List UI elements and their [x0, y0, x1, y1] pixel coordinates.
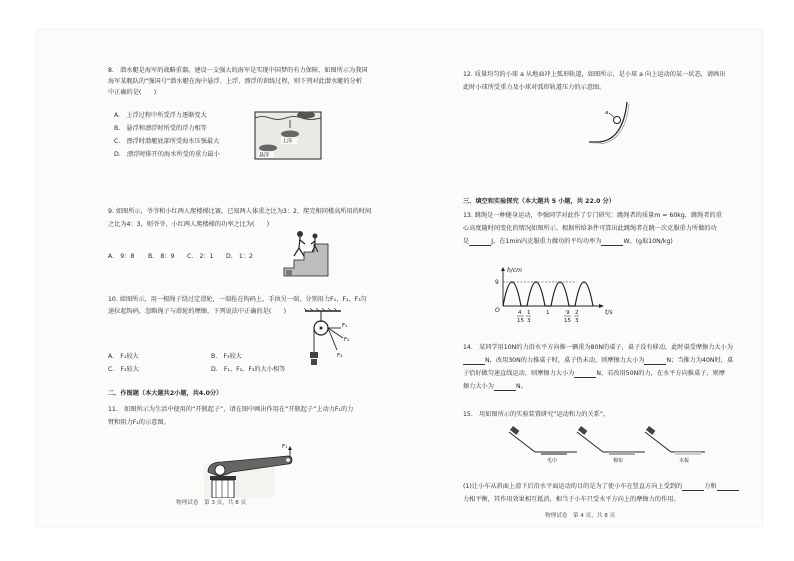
- q13-text-a: 是: [463, 238, 470, 245]
- pulley-figure: [301, 308, 361, 378]
- graph-y-label: h/cm: [507, 267, 522, 274]
- q9-line1: 9. 如图所示，爷爷和小红两人爬楼梯比赛，已知两人体重之比为3：2，爬完相同楼高所用的时间: [108, 208, 372, 215]
- q15-line3: 力相平衡，其作用效果相互抵消，相当于小车只受水平方向上的摩擦力的作用。: [463, 496, 680, 503]
- tick-1-3-den: 3: [527, 318, 531, 324]
- q11-line2: 臂和阻力F₂的示意图。: [108, 419, 170, 426]
- q13-blank-work[interactable]: [469, 239, 491, 246]
- tick-1-3-num: 1: [527, 310, 531, 316]
- label-f3: F₃: [337, 353, 343, 359]
- q14-text-4a: 擦力大小为: [463, 383, 494, 390]
- q9-option-d: D. 1：2: [226, 253, 253, 260]
- label-float-up: 上浮: [282, 138, 293, 145]
- q10-line1: 10. 如图所示，用一根绳子绕过定滑轮，一端拴在钩码上，手执另一端，分别用力F₁、F₂、F₃匀: [108, 296, 367, 303]
- q8-option-c: C. 漂浮时潜艇底部所受海水压强最大: [114, 138, 220, 145]
- q14-line4: [463, 382, 527, 391]
- graph-origin: O: [495, 307, 500, 314]
- label-board: 木板: [679, 458, 690, 464]
- q13-text-b: J，在1min内克服重力做功的平均功率为: [491, 238, 602, 245]
- submarine-figure: [254, 106, 322, 160]
- q14-blank-4[interactable]: [494, 384, 516, 391]
- label-suspend: 悬浮: [259, 152, 270, 159]
- page-4: [399, 30, 762, 526]
- q11-line1: 11. 如图所示为生活中使用的“开瓶起子”，请在图中画出作用在“开瓶起子”上动力F₁的力: [108, 406, 354, 413]
- q15-blank-2[interactable]: [717, 484, 739, 491]
- q15-text-2b: 力和: [704, 483, 717, 490]
- q8-option-d: D. 漂浮时排开的海水所受的重力最小: [114, 151, 220, 158]
- label-f2: F₂: [344, 337, 350, 343]
- label-ball-a: a: [605, 110, 609, 116]
- q10-option-c: C. F₂较大: [108, 366, 139, 373]
- footer-page-4: 物理试卷 第 4 页，共 8 页: [545, 513, 616, 519]
- page-3: [36, 30, 399, 526]
- exam-sheet: [36, 30, 762, 526]
- label-cotton: 棉布: [613, 458, 624, 464]
- q13-line1: 13. 跳绳是一种健身运动，李强同学对此作了专门研究：跳绳者的质量m = 60kg，跳绳者的重: [463, 212, 722, 219]
- q9-line2: 之比为4：3，则爷爷、小红两人爬楼梯的功率之比为( ): [108, 221, 270, 228]
- q14-text-3b: N，若改用50N的力，在水平方向推桌子，则摩: [596, 370, 725, 377]
- q15-blank-1[interactable]: [682, 484, 704, 491]
- q13-text-c: W。(g取10N/kg): [623, 238, 673, 245]
- label-f1: F₁: [342, 323, 348, 329]
- incline-board: [645, 426, 705, 464]
- q10-line2: 速拉起钩码，忽略绳子与滑轮的摩擦，下列说法中正确的是( ): [108, 308, 287, 315]
- footer-page-3: 物理试卷 第 3 页，共 8 页: [176, 500, 247, 506]
- bottle-opener-figure: [204, 442, 304, 498]
- ball-track-figure: [587, 94, 633, 144]
- q9-option-a: A. 9：8: [108, 253, 135, 260]
- graph-x-ticks: [517, 310, 579, 324]
- tick-2-3-den: 3: [575, 318, 579, 324]
- q14-blank-2[interactable]: [644, 358, 666, 365]
- q8-option-a: A. 上浮过程中所受浮力逐渐变大: [114, 112, 207, 119]
- section-2-heading: 二、作图题（本大题共2小题，共4.0分）: [108, 390, 223, 397]
- stair-climbing-figure: [282, 226, 330, 278]
- graph-y-tick: 9: [495, 279, 499, 286]
- q8-line2: 海军某舰队的“强国号”潜水艇在海中悬浮、上浮、漂浮的训练过程，则下列对此潜水艇的分析: [108, 78, 362, 85]
- q13-line3: [463, 237, 673, 246]
- q9-option-b: B. 8：9: [148, 253, 175, 260]
- q10-option-a: A. F₁较大: [108, 353, 139, 360]
- tick-4-15-num: 4: [518, 310, 522, 316]
- q14-text-3a: 子恰好做匀速直线运动，则摩擦力大小为: [463, 370, 575, 377]
- q12-line1: 12. 质量均匀的小球 a 从地面冲上弧形轨道，如图所示，是小球 a 向上运动的某一状态，请画出: [463, 71, 726, 78]
- q9-option-c: C. 2：1: [187, 253, 214, 260]
- q14-text-2a: N，改用30N的力推桌子时，桌子仍未动，则摩擦力大小为: [485, 357, 645, 364]
- tick-1: 1: [546, 310, 550, 316]
- q13-blank-power[interactable]: [601, 239, 623, 246]
- q15-text-2: (1)让小车从斜面上滑下后沿水平面运动的目的是为了使小车在竖直方向上受到的: [463, 483, 683, 490]
- q8-option-b: B. 悬浮和漂浮时所受的浮力相等: [114, 125, 207, 132]
- q14-line2: [463, 356, 733, 365]
- q15-line2: [463, 482, 739, 491]
- q14-line1: 14. 某同学用10N的力沿水平方向推一辆重为80N的桌子，桌子没有移动，此时桌受摩擦力大小为: [463, 344, 733, 351]
- graph-x-label: t/s: [605, 309, 613, 316]
- tick-9-15-num: 9: [566, 310, 570, 316]
- incline-cotton: [577, 426, 645, 464]
- tick-2-3-num: 2: [575, 310, 579, 316]
- label-f1: F₁: [282, 444, 288, 450]
- tick-9-15-den: 15: [564, 318, 571, 324]
- q14-text-4b: N。: [515, 383, 527, 390]
- q8-line1: 8. 潜水艇是海军的战略重器。建设一支强大的海军是实现中国梦的有力保障，如图所示为我国: [108, 67, 368, 74]
- q10-option-d: D. F₁、F₂、F₃的大小相等: [211, 366, 286, 373]
- q14-text-2b: N；当推力为40N时，桌: [666, 357, 734, 364]
- label-towel: 毛巾: [547, 458, 558, 464]
- q10-option-b: B. F₃较大: [211, 353, 242, 360]
- q14-line3: [463, 369, 725, 378]
- q14-blank-1[interactable]: [463, 358, 485, 365]
- q14-blank-3[interactable]: [574, 371, 596, 378]
- section-3-heading: 三、填空和实验探究（本大题共 5 小题，共 22.0 分）: [463, 198, 615, 205]
- q8-line3: 中正确的是( ): [108, 89, 157, 96]
- q15-line1: 15. 用如图所示的实验装置研究“运动和力的关系”。: [463, 411, 610, 418]
- incline-towel: [509, 426, 577, 464]
- q13-line2: 心高度随时间变化的情况如图所示。根据所给条件可算出此跳绳者在跳一次克服重力所做的功: [463, 225, 717, 232]
- incline-experiment-figure: [507, 426, 707, 466]
- jump-height-graph: [489, 262, 619, 330]
- q12-line2: 此时小球所受重力及小球对弧形轨道压力的示意图。: [463, 84, 606, 91]
- tick-4-15-den: 15: [517, 318, 524, 324]
